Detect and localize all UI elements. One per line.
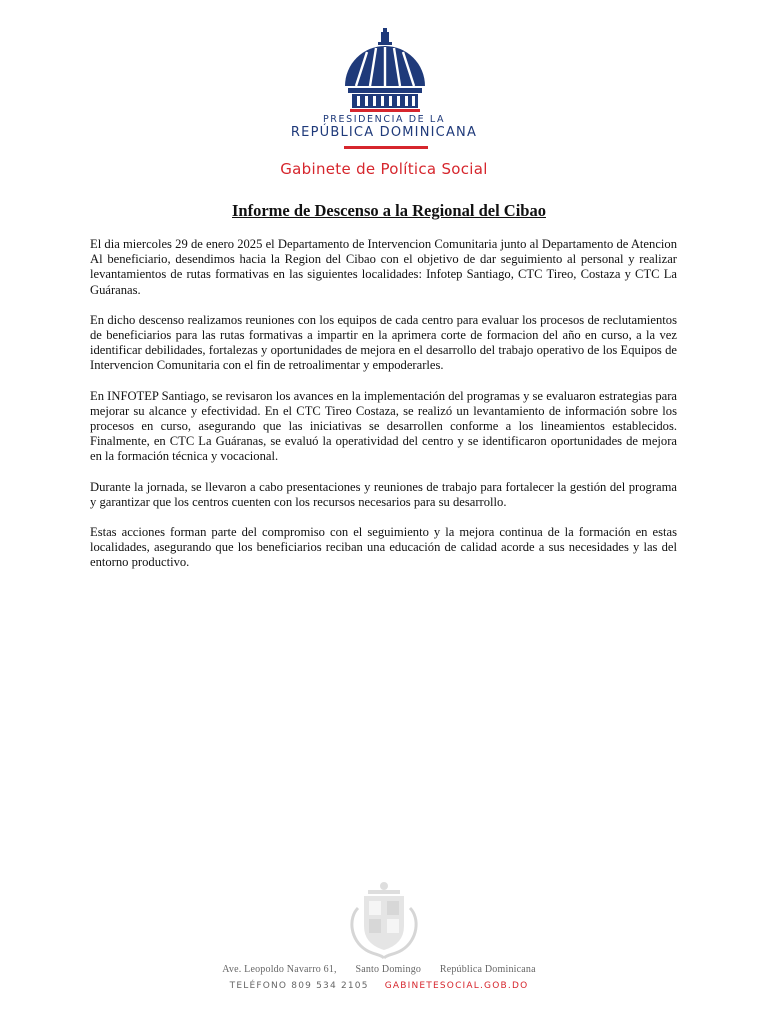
coat-of-arms-seal [344, 878, 424, 960]
footer-country: República Dominicana [439, 964, 536, 975]
presidency-line-1: PRESIDENCIA DE LA [322, 114, 446, 125]
cabinet-name: Gabinete de Política Social [280, 160, 488, 178]
presidency-dome-logo [340, 28, 430, 113]
footer-website-link[interactable]: GABINETESOCIAL.GOB.DO [384, 981, 529, 991]
footer-address-line [0, 964, 758, 975]
footer-city: Santo Domingo [355, 964, 422, 975]
paragraph-3: En INFOTEP Santiago, se revisaron los avances en la implementación del programas y se evaluaron estrategias para mejorar su alcance y efectividad. En el CTC Tireo Costaza, se realizó un levantamiento de información sobre los procesos en curso, asegurando que las iniciativas se desarrollen conforme a los lineamientos establecidos. Finalmente, en CTC La Guáranas, se evaluó la operatividad del centro y se identificaron oportunidades de mejora en la formación técnica y vocacional. [90, 388, 677, 464]
footer-phone: TELÉFONO 809 534 2105 [229, 981, 369, 991]
paragraph-4: Durante la jornada, se llevaron a cabo presentaciones y reuniones de trabajo para fortalecer la gestión del programa y garantizar que los centros cuenten con los recursos necesarios para su desarrollo. [90, 479, 677, 509]
document-title: Informe de Descenso a la Regional del Cibao [232, 201, 546, 220]
paragraph-5: Estas acciones forman parte del compromiso con el seguimiento y la mejora continua de la formación en estas localidades, asegurando que los beneficiarios reciban una educación de calidad acorde a sus necesidades y las del entorno productivo. [90, 525, 677, 570]
document-body [90, 237, 677, 586]
paragraph-2: En dicho descenso realizamos reuniones con los equipos de cada centro para evaluar los procesos de reclutamientos de beneficiarios para las rutas formativas a impartir en la aprimera corte de formacion del año en curso, a la vez identificar debilidades, fortalezas y oportunidades de mejora en el desarrollo del trabajo operativo de los Equipos de Intervencion Comunitaria con el fin de retroalimentar y empoderarles. [90, 312, 677, 373]
presidency-line-2: REPÚBLICA DOMINICANA [290, 125, 478, 140]
footer-contact-line [0, 981, 758, 991]
header-divider [344, 146, 428, 149]
footer-address: Ave. Leopoldo Navarro 61, [222, 964, 337, 975]
paragraph-1: El dia miercoles 29 de enero 2025 el Departamento de Intervencion Comunitaria junto al Departamento de Atencion Al beneficiario, desendimos hacia la Region del Cibao con el objetivo de dar seguimiento al personal y realizar levantamientos de rutas formativas en las siguientes localidades: Infotep Santiago, CTC Tireo, Costaza y CTC La Guáranas. [90, 237, 677, 297]
